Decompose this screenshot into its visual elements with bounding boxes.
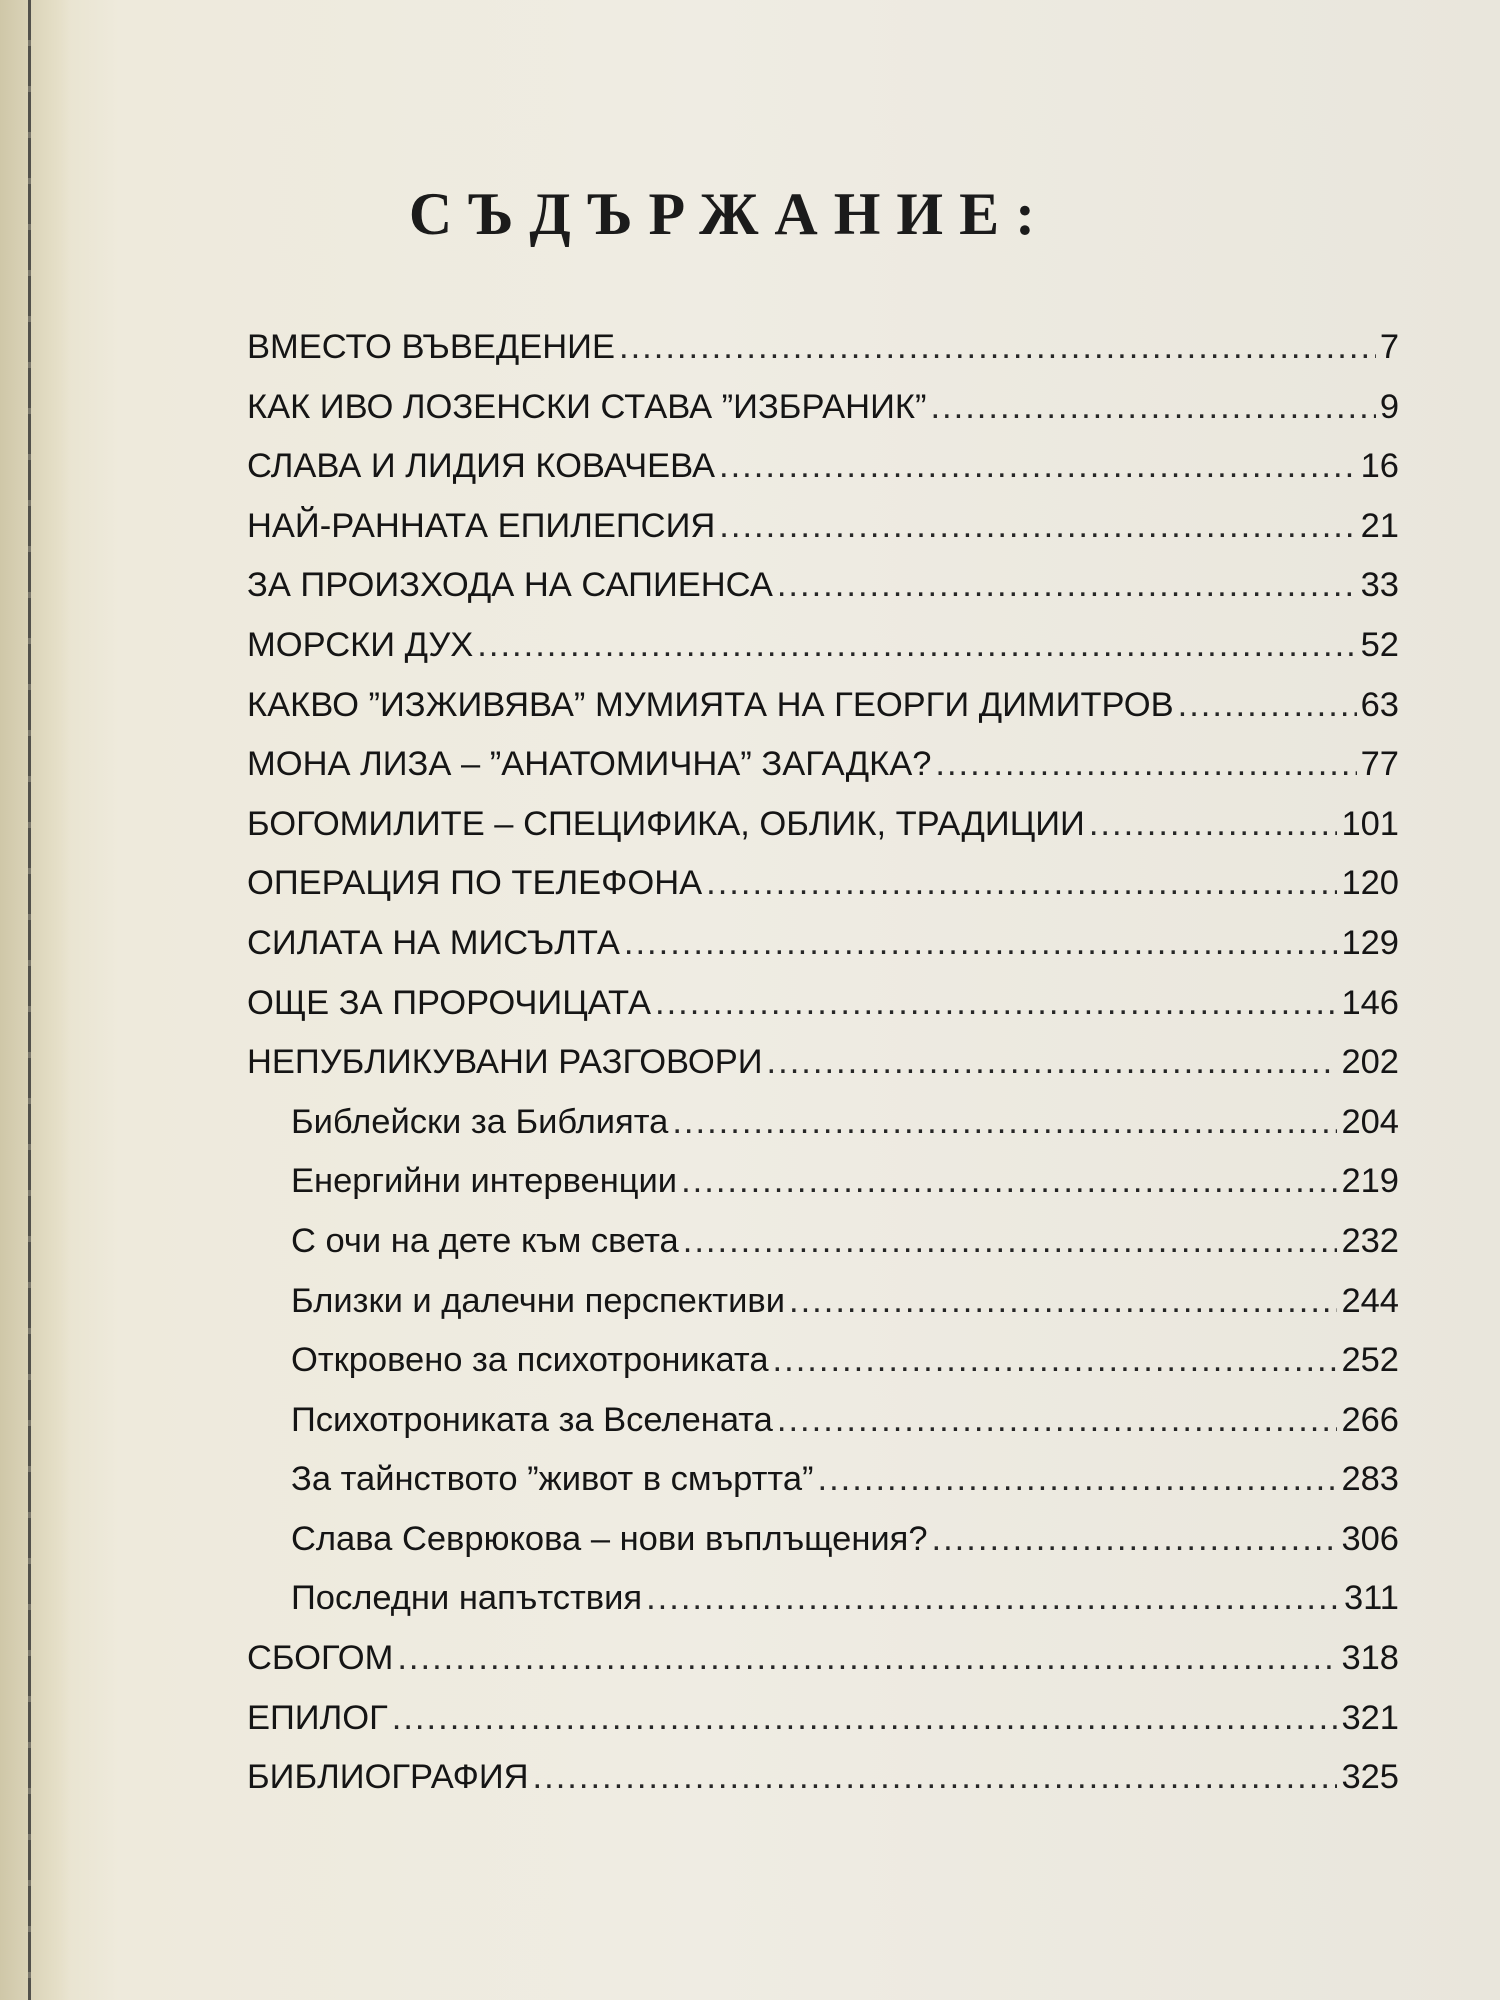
toc-entry-title: ЕПИЛОГ (247, 1698, 388, 1737)
toc-page-number: 202 (1341, 1043, 1399, 1082)
toc-subentry (247, 1569, 1399, 1629)
toc-page-number: 120 (1341, 864, 1399, 903)
dot-leader (935, 735, 1356, 795)
dot-leader (624, 914, 1338, 974)
toc-entry-title: СБОГОМ (247, 1639, 394, 1678)
toc-page-number: 63 (1360, 685, 1399, 724)
toc-entry-title: Откровено за психотрониката (291, 1341, 769, 1380)
toc-subentry (247, 1093, 1399, 1153)
toc-page-number: 219 (1341, 1162, 1399, 1201)
dot-leader (719, 497, 1356, 557)
toc-entry-title: Библейски за Библията (291, 1102, 669, 1141)
toc-entry-title: ОЩЕ ЗА ПРОРОЧИЦАТА (247, 983, 651, 1022)
binding-fold (28, 0, 31, 2000)
toc-entry-title: С очи на дете към света (291, 1221, 679, 1260)
dot-leader (477, 616, 1356, 676)
toc-entry-title: КАК ИВО ЛОЗЕНСКИ СТАВА ”ИЗБРАНИК” (247, 387, 927, 426)
toc-entry (247, 556, 1399, 616)
toc-entry-title: ЗА ПРОИЗХОДА НА САПИЕНСА (247, 566, 773, 605)
toc-page-number: 266 (1341, 1400, 1399, 1439)
dot-leader (773, 1331, 1338, 1391)
dot-leader (646, 1569, 1340, 1629)
toc-entry-title: МОНА ЛИЗА – ”АНАТОМИЧНА” ЗАГАДКА? (247, 745, 932, 784)
dot-leader (932, 1510, 1338, 1570)
toc-entry (247, 378, 1399, 438)
dot-leader (681, 1152, 1337, 1212)
toc-entry-title: МОРСКИ ДУХ (247, 625, 474, 664)
page-title: СЪДЪРЖАНИЕ: (408, 181, 1052, 247)
dot-leader (767, 1033, 1338, 1093)
dot-leader (533, 1748, 1338, 1808)
dot-leader (719, 437, 1357, 497)
dot-leader (818, 1450, 1338, 1510)
dot-leader (930, 378, 1375, 438)
toc-entry-title: КАКВО ”ИЗЖИВЯВА” МУМИЯТА НА ГЕОРГИ ДИМИТРОВ (247, 685, 1174, 724)
toc-entry (247, 1629, 1399, 1689)
toc-entry-title: ОПЕРАЦИЯ ПО ТЕЛЕФОНА (247, 864, 703, 903)
dot-leader (1089, 795, 1338, 855)
toc-entry (247, 1033, 1399, 1093)
toc-entry-title: БИБЛИОГРАФИЯ (247, 1758, 529, 1797)
toc-page-number: 146 (1341, 983, 1399, 1022)
toc-subentry (247, 1391, 1399, 1451)
dot-leader (619, 318, 1376, 378)
toc-entry-title: За тайнството ”живот в смъртта” (291, 1460, 814, 1499)
toc-entry (247, 974, 1399, 1034)
toc-page-number: 325 (1341, 1758, 1399, 1797)
dot-leader (655, 974, 1337, 1034)
toc-entry (247, 676, 1399, 736)
toc-page-number: 21 (1360, 506, 1399, 545)
toc-subentry (247, 1272, 1399, 1332)
toc-entry (247, 318, 1399, 378)
toc-subentry (247, 1212, 1399, 1272)
toc-subentry (247, 1331, 1399, 1391)
dot-leader (392, 1689, 1338, 1749)
toc-page-number: 306 (1341, 1519, 1399, 1558)
toc-entry-title: Слава Севрюкова – нови въплъщения? (291, 1519, 928, 1558)
toc-entry-title: Последни напътствия (291, 1579, 643, 1618)
toc-page-number: 101 (1341, 804, 1399, 843)
toc-page-number: 244 (1341, 1281, 1399, 1320)
toc-entry (247, 1748, 1399, 1808)
toc-page-number: 9 (1379, 387, 1399, 426)
toc-entry-title: НАЙ-РАННАТА ЕПИЛЕПСИЯ (247, 506, 716, 545)
toc-page-number: 7 (1379, 328, 1399, 366)
toc-entry (247, 735, 1399, 795)
toc-entry (247, 616, 1399, 676)
page-gutter (0, 0, 70, 2000)
toc-entry-title: Психотрониката за Вселената (291, 1400, 773, 1439)
dot-leader (683, 1212, 1338, 1272)
toc-page-number: 252 (1341, 1341, 1399, 1380)
dot-leader (789, 1272, 1337, 1332)
toc-entry (247, 914, 1399, 974)
toc-page-number: 129 (1341, 923, 1399, 962)
toc-entry-title: БОГОМИЛИТЕ – СПЕЦИФИКА, ОБЛИК, ТРАДИЦИИ (247, 804, 1085, 843)
toc-entry-title: НЕПУБЛИКУВАНИ РАЗГОВОРИ (247, 1043, 763, 1082)
toc-entry-title: СЛАВА И ЛИДИЯ КОВАЧЕВА (247, 447, 715, 486)
toc-entry (247, 437, 1399, 497)
toc-entry-title: ВМЕСТО ВЪВЕДЕНИЕ (247, 328, 615, 366)
dot-leader (672, 1093, 1337, 1153)
toc-page-number: 33 (1360, 566, 1399, 605)
toc-entry (247, 854, 1399, 914)
dot-leader (706, 854, 1337, 914)
toc-subentry (247, 1450, 1399, 1510)
toc-page-number: 77 (1360, 745, 1399, 784)
toc-page-number: 311 (1343, 1579, 1399, 1618)
toc-page-number: 318 (1341, 1639, 1399, 1678)
toc-subentry (247, 1152, 1399, 1212)
dot-leader (777, 1391, 1338, 1451)
toc-entry-title: Близки и далечни перспективи (291, 1281, 785, 1320)
toc-page-number: 204 (1341, 1102, 1399, 1141)
dot-leader (397, 1629, 1337, 1689)
toc-entry-title: СИЛАТА НА МИСЪЛТА (247, 923, 620, 962)
dot-leader (1178, 676, 1357, 736)
toc-entry-title: Енергийни интервенции (291, 1162, 678, 1201)
toc-page-number: 16 (1360, 447, 1399, 486)
toc-entry (247, 497, 1399, 557)
toc-entry (247, 795, 1399, 855)
toc-page-number: 283 (1341, 1460, 1399, 1499)
toc-page-number: 232 (1341, 1221, 1399, 1260)
toc-subentry (247, 1510, 1399, 1570)
table-of-contents (247, 318, 1399, 1808)
toc-page-number: 52 (1360, 625, 1399, 664)
toc-entry (247, 1689, 1399, 1749)
toc-page-number: 321 (1341, 1698, 1399, 1737)
dot-leader (777, 556, 1357, 616)
